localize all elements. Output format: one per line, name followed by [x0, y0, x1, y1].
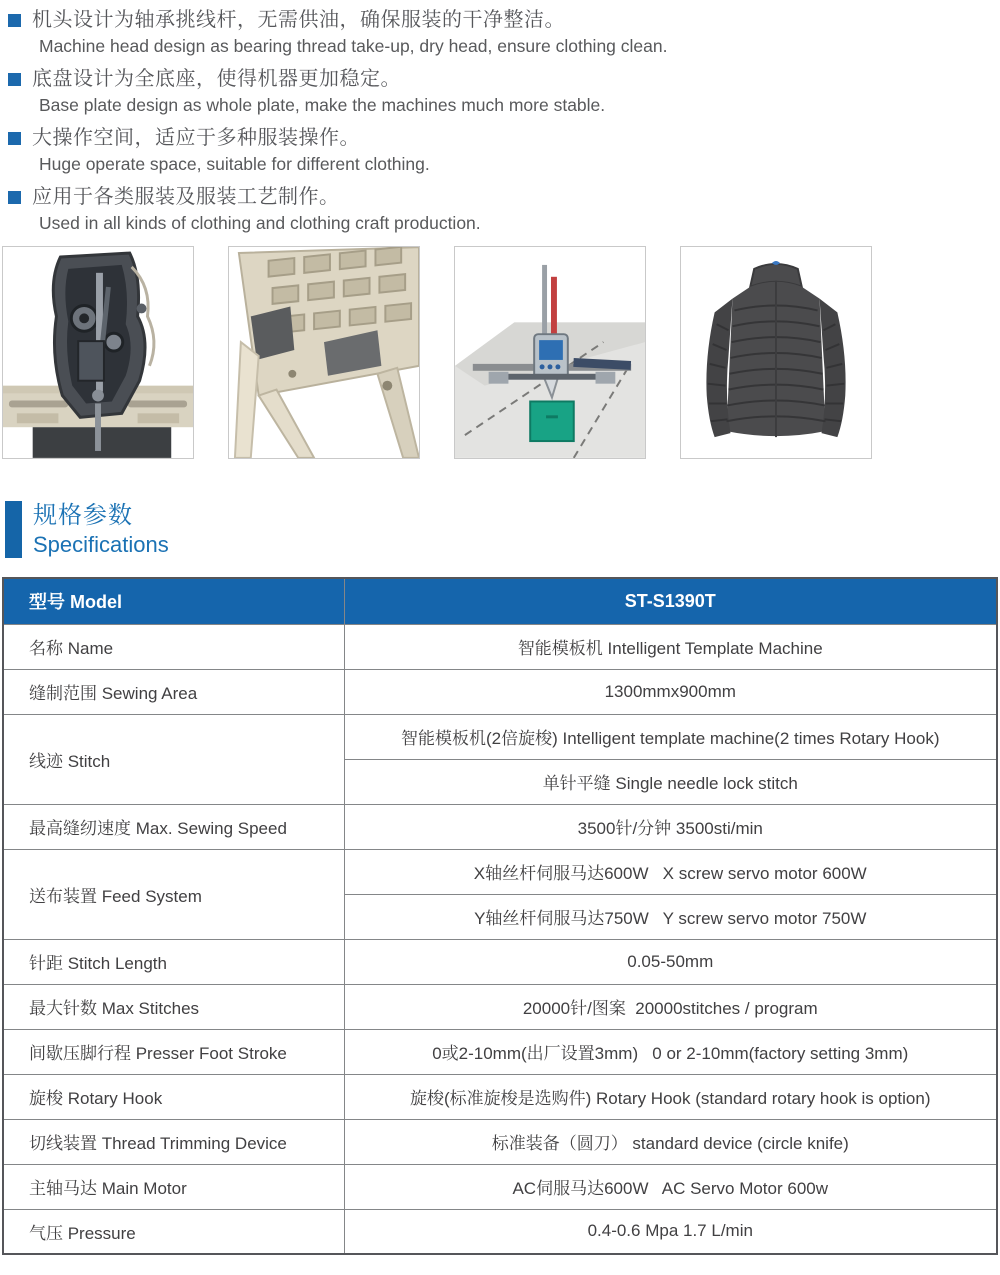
square-bullet-icon: [8, 132, 21, 145]
feature-en-text: Machine head design as bearing thread take-up, dry head, ensure clothing clean.: [39, 36, 668, 56]
row-label: 切线装置 Thread Trimming Device: [3, 1119, 344, 1164]
feature-en-text: Used in all kinds of clothing and clothing craft production.: [39, 213, 481, 233]
table-row: [3, 1164, 997, 1209]
table-row: [3, 804, 997, 849]
feature-en-text: Huge operate space, suitable for different clothing.: [39, 154, 430, 174]
table-row: [3, 939, 997, 984]
row-label: 名称 Name: [3, 624, 344, 669]
row-label: 针距 Stitch Length: [3, 939, 344, 984]
row-value: 旋梭(标准旋梭是选购件) Rotary Hook (standard rotary hook is option): [344, 1074, 997, 1119]
square-bullet-icon: [8, 191, 21, 204]
row-label: 线迹 Stitch: [3, 714, 344, 804]
puffer-jacket-photo: [680, 246, 872, 459]
photo-gallery: [2, 246, 1000, 459]
heading-bar-icon: [5, 501, 22, 558]
row-label: 送布装置 Feed System: [3, 849, 344, 939]
row-value: 20000针/图案 20000stitches / program: [344, 984, 997, 1029]
row-value: 智能模板机 Intelligent Template Machine: [344, 624, 997, 669]
feature-item: [8, 6, 990, 59]
template-machine-photo: [454, 246, 646, 459]
feature-cn-text: 大操作空间，适应于多种服装操作。: [32, 127, 360, 149]
feature-list: [0, 0, 1000, 236]
base-plate-frame-photo: [228, 246, 420, 459]
row-label: 缝制范围 Sewing Area: [3, 669, 344, 714]
row-value: Y轴丝杆伺服马达750W Y screw servo motor 750W: [344, 894, 997, 939]
feature-cn-text: 应用于各类服装及服装工艺制作。: [32, 186, 340, 208]
row-value: 0.05-50mm: [344, 939, 997, 984]
row-label: 旋梭 Rotary Hook: [3, 1074, 344, 1119]
row-value: AC伺服马达600W AC Servo Motor 600w: [344, 1164, 997, 1209]
feature-item: [8, 183, 990, 236]
feature-en-text: Base plate design as whole plate, make the machines much more stable.: [39, 95, 606, 115]
model-header-cell: 型号 Model: [3, 578, 344, 624]
feature-cn-text: 底盘设计为全底座，使得机器更加稳定。: [32, 68, 401, 90]
row-value: 智能模板机(2倍旋梭) Intelligent template machine(2 times Rotary Hook): [344, 714, 997, 759]
row-label: 气压 Pressure: [3, 1209, 344, 1254]
table-row: [3, 669, 997, 714]
spec-table: [2, 577, 998, 1255]
feature-cn-text: 机头设计为轴承挑线杆，无需供油，确保服装的干净整洁。: [32, 9, 565, 31]
table-row: [3, 1029, 997, 1074]
specifications-heading: [5, 501, 1000, 558]
row-value: X轴丝杆伺服马达600W X screw servo motor 600W: [344, 849, 997, 894]
feature-item: [8, 124, 990, 177]
table-row: [3, 984, 997, 1029]
square-bullet-icon: [8, 14, 21, 27]
table-header-row: [3, 578, 997, 624]
row-label: 最大针数 Max Stitches: [3, 984, 344, 1029]
row-label: 最高缝纫速度 Max. Sewing Speed: [3, 804, 344, 849]
row-label: 间歇压脚行程 Presser Foot Stroke: [3, 1029, 344, 1074]
table-row: [3, 714, 997, 759]
row-value: 标准装备（圆刀） standard device (circle knife): [344, 1119, 997, 1164]
table-row: [3, 1119, 997, 1164]
row-value: 1300mmx900mm: [344, 669, 997, 714]
machine-head-casting-photo: [2, 246, 194, 459]
row-value: 单针平缝 Single needle lock stitch: [344, 759, 997, 804]
row-value: 0.4-0.6 Mpa 1.7 L/min: [344, 1209, 997, 1254]
table-row: [3, 1074, 997, 1119]
model-value-cell: ST-S1390T: [344, 578, 997, 624]
table-row: [3, 849, 997, 894]
table-row: [3, 1209, 997, 1254]
feature-item: [8, 65, 990, 118]
row-value: 3500针/分钟 3500sti/min: [344, 804, 997, 849]
heading-cn: 规格参数: [33, 502, 133, 529]
row-label: 主轴马达 Main Motor: [3, 1164, 344, 1209]
row-value: 0或2-10mm(出厂设置3mm) 0 or 2-10mm(factory setting 3mm): [344, 1029, 997, 1074]
table-row: [3, 624, 997, 669]
square-bullet-icon: [8, 73, 21, 86]
heading-en: Specifications: [33, 532, 169, 557]
